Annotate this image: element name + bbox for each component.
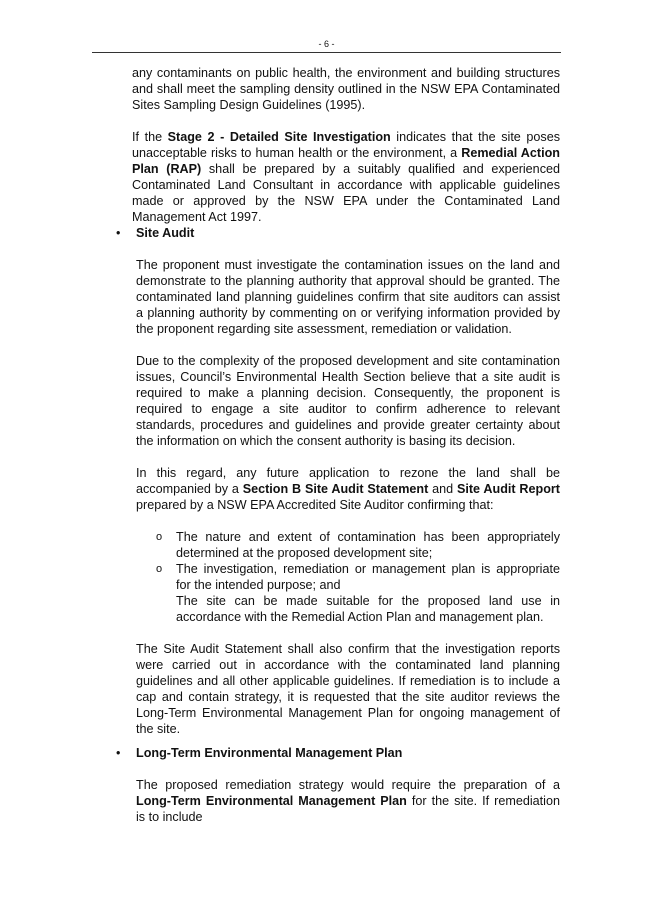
bullet-icon: • (116, 226, 121, 240)
site-audit-title: Site Audit (136, 226, 195, 240)
intro-paragraph: any contaminants on public health, the environment and building structures and shall meet the sampling density outlined in the NSW EPA Contaminated Sites Sampling Design Guidelines (1995). (132, 66, 560, 112)
site-audit-paragraph-2: Due to the complexity of the proposed development and site contamination issues, Council’s Environmental Health Section believe that a site audit is required to make a planning decision. Consequently, the proponent is required to engage a site auditor to confirm adherence to relevant standards, procedures and guidelines and provide greater certainty about the information on which the consent authority is basing its decision. (136, 354, 560, 448)
circle-bullet-icon: o (156, 531, 163, 543)
ltemp-title: Long-Term Environmental Management Plan (136, 746, 403, 760)
stage2-paragraph: If the Stage 2 - Detailed Site Investigation indicates that the site poses unacceptable risks to human health or the environment, a Remedial Action Plan (RAP) shall be prepared by a suitably qualified and experienced Contaminated Land Consultant in accordance with applicable guidelines made or approved by the NSW EPA under the Contaminated Land Management Act 1997. (132, 130, 560, 224)
section-b-term: Section B Site Audit Statement (242, 482, 429, 496)
site-audit-paragraph-3: In this regard, any future application to rezone the land shall be accompanied by a Section B Site Audit Statement and Site Audit Report prepared by a NSW EPA Accredited Site Auditor confirming that: (136, 466, 560, 512)
site-audit-paragraph-4: The Site Audit Statement shall also confirm that the investigation reports were carried out in accordance with the contaminated land planning guidelines and all other applicable guidelines. If remediation is to include a cap and contain strategy, it is requested that the site auditor reviews the Long-Term Environmental Management Plan for ongoing management of the site. (136, 642, 560, 736)
ltemp-paragraph-1: The proposed remediation strategy would require the preparation of a Long-Term Environmental Management Plan for the site. If remediation is to include (136, 778, 560, 824)
site-audit-report-term: Site Audit Report (456, 482, 560, 496)
ltemp-term: Long-Term Environmental Management Plan (136, 794, 407, 808)
site-audit-paragraph-1: The proponent must investigate the contamination issues on the land and demonstrate to the planning authority that approval should be granted. The contaminated land planning guidelines confirm that site auditors can assist a planning authority by commenting on or verifying information provided by the proponent regarding site assessment, remediation or validation. (136, 258, 560, 336)
page-number: - 6 - (318, 39, 335, 49)
circle-bullet-icon: o (156, 563, 163, 575)
rap-term: Remedial Action Plan (RAP) (132, 146, 560, 176)
stage2-term: Stage 2 - Detailed Site Investigation (167, 130, 391, 144)
page-header (92, 38, 561, 53)
bullet-icon: • (116, 746, 121, 760)
